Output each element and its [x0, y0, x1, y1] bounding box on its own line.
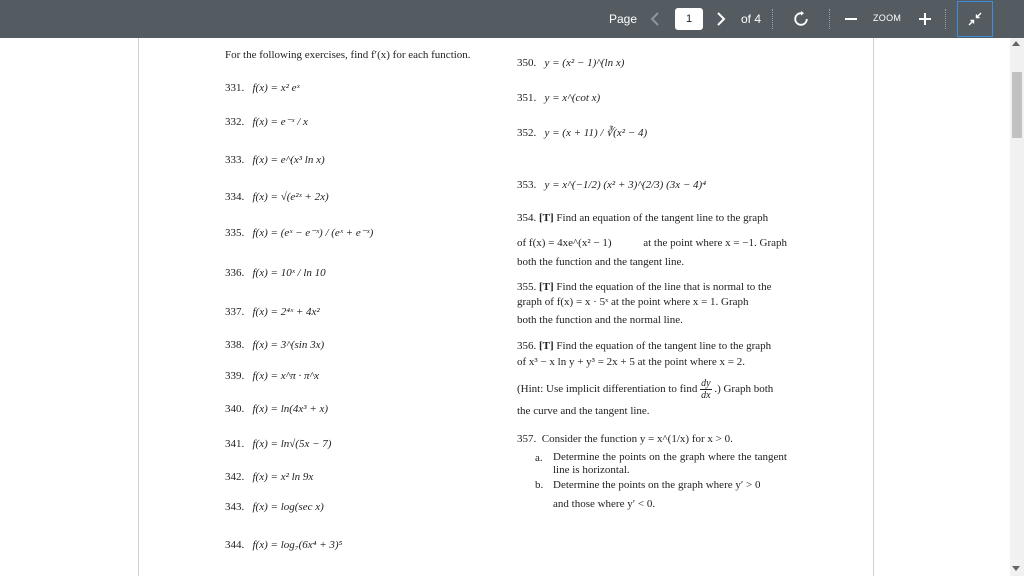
fraction-denominator: dx [701, 390, 711, 401]
exercise-356-line-4: the curve and the tangent line. [517, 405, 650, 417]
exercise-357-b-text-1: Determine the points on the graph where y′ > 0 [553, 479, 761, 491]
exercise-number: 334. [225, 191, 245, 203]
exercise-number: 338. [225, 339, 245, 351]
rotate-icon [793, 11, 809, 27]
exercise-expression: f(x) = 3^(sin 3x) [252, 339, 325, 351]
exercise-333 [225, 153, 325, 167]
exercise-341 [225, 437, 331, 451]
exercise-number: 335. [225, 227, 245, 239]
page-count: of 4 [741, 12, 762, 26]
exercise-356-line-2: of x³ − x ln y + y³ = 2x + 5 at the point where x = 2. [517, 356, 745, 368]
exercise-number: 354. [517, 212, 537, 224]
toolbar-divider [829, 9, 830, 29]
exercise-expression: f(x) = ln√(5x − 7) [252, 438, 332, 450]
exercise-text: Find an equation of the tangent line to the graph [556, 212, 769, 224]
exercise-number: 333. [225, 154, 245, 166]
exercise-number: 342. [225, 471, 245, 483]
exercise-357-b-label: b. [535, 479, 544, 491]
pdf-toolbar [0, 0, 1024, 38]
exercise-350 [517, 56, 624, 70]
toolbar-divider [945, 9, 946, 29]
exercise-expression: y = (x² − 1)^(ln x) [544, 57, 625, 69]
exercise-text: Find the equation of the tangent line to the graph [556, 340, 772, 352]
exercise-expression: f(x) = x² ln 9x [252, 471, 314, 483]
exercise-number: 331. [225, 82, 245, 94]
plus-icon [919, 13, 931, 25]
exercise-number: 351. [517, 92, 537, 104]
exercise-expression: y = (x + 11) / ∛(x² − 4) [544, 127, 648, 139]
exercise-355-line-1 [517, 280, 772, 294]
exercise-339 [225, 369, 319, 383]
exercise-number: 357. [517, 433, 537, 445]
exercise-number: 355. [517, 281, 537, 293]
exercise-338 [225, 338, 324, 352]
exercise-intro: For the following exercises, find f′(x) for each function. [225, 49, 471, 61]
page-number-input[interactable] [675, 8, 703, 30]
chevron-right-icon [716, 12, 726, 26]
scrollbar-thumb[interactable] [1012, 72, 1022, 138]
exercise-expression: f(x) = x² eˣ [252, 82, 300, 94]
exercise-number: 356. [517, 340, 537, 352]
technology-tag: [T] [539, 340, 554, 352]
exercise-342 [225, 470, 313, 484]
exercise-text: (Hint: Use implicit differentiation to find [517, 383, 698, 396]
exercise-number: 339. [225, 370, 245, 382]
exercise-text: Find the equation of the line that is normal to the [556, 281, 772, 293]
exercise-number: 350. [517, 57, 537, 69]
exercise-number: 332. [225, 116, 245, 128]
exercise-351 [517, 91, 600, 105]
exercise-344 [225, 538, 342, 552]
exercise-number: 344. [225, 539, 245, 551]
exercise-text: .) Graph both [714, 383, 774, 396]
scroll-up-arrow-icon[interactable] [1012, 41, 1020, 46]
exercise-expression: f(x) = √(e²ˣ + 2x) [252, 191, 329, 203]
exercise-331 [225, 81, 300, 95]
exercise-357-a-label: a. [535, 452, 543, 464]
exercise-334 [225, 190, 329, 204]
exercise-number: 353. [517, 179, 537, 191]
exercise-number: 337. [225, 306, 245, 318]
exercise-expression: y = x^(−1/2) (x² + 3)^(2/3) (3x − 4)⁴ [544, 179, 707, 191]
exercise-354-line-2 [517, 236, 787, 250]
exercise-expression: f(x) = (eˣ − e⁻ˣ) / (eˣ + e⁻ˣ) [252, 227, 374, 239]
exercise-355-line-3: both the function and the normal line. [517, 314, 683, 326]
scroll-down-arrow-icon[interactable] [1012, 566, 1020, 571]
pdf-page [138, 38, 874, 576]
exercise-355-line-2: graph of f(x) = x · 5ˣ at the point where x = 1. Graph [517, 296, 749, 308]
chevron-left-icon [650, 12, 660, 26]
exercise-354-line-3: both the function and the tangent line. [517, 256, 685, 268]
exercise-expression: f(x) = 10ˣ / ln 10 [252, 267, 326, 279]
prev-page-button[interactable] [646, 7, 664, 31]
zoom-in-button[interactable] [917, 7, 933, 31]
exercise-332 [225, 115, 308, 129]
exercise-expression: f(x) = e^(x³ ln x) [252, 154, 325, 166]
exercise-expression: f(x) = ln(4x³ + x) [252, 403, 329, 415]
exercise-expression: f(x) = log(sec x) [252, 501, 324, 513]
exercise-expression: f(x) = log₇(6x⁴ + 3)⁵ [252, 539, 343, 551]
exercise-number: 336. [225, 267, 245, 279]
exercise-335 [225, 226, 373, 240]
minus-icon [845, 13, 857, 25]
exercise-354-line-1 [517, 211, 768, 225]
exercise-353 [517, 178, 706, 192]
technology-tag: [T] [539, 212, 554, 224]
exercise-expression: y = x^(cot x) [544, 92, 601, 104]
exercise-number: 341. [225, 438, 245, 450]
toolbar-divider [772, 9, 773, 29]
exercise-343 [225, 500, 324, 514]
exercise-number: 352. [517, 127, 537, 139]
zoom-label: ZOOM [873, 13, 902, 23]
exercise-expression: f(x) = e⁻ˣ / x [252, 116, 308, 128]
fraction-numerator: dy [701, 378, 711, 389]
exercise-text: of f(x) = 4xe^(x² − 1) [517, 237, 612, 249]
exercise-357-a-text: Determine the points on the graph where the tangent line is horizontal. [553, 451, 787, 476]
next-page-button[interactable] [712, 7, 730, 31]
exercise-356-line-1 [517, 339, 771, 353]
exercise-text: Consider the function y = x^(1/x) for x > 0. [541, 433, 733, 445]
exercise-352 [517, 126, 647, 140]
exercise-number: 340. [225, 403, 245, 415]
exercise-expression: f(x) = x^π · π^x [252, 370, 320, 382]
derivative-fraction [700, 378, 711, 401]
exercise-text: at the point where x = −1. Graph [643, 237, 787, 249]
rotate-button[interactable] [790, 7, 812, 31]
exit-fullscreen-button[interactable] [957, 1, 993, 37]
exercise-337 [225, 305, 320, 319]
exercise-340 [225, 402, 328, 416]
technology-tag: [T] [539, 281, 554, 293]
exercise-357-b-text-2: and those where y′ < 0. [553, 498, 656, 510]
exit-fullscreen-icon [968, 12, 982, 26]
exercise-expression: f(x) = 2⁴ˣ + 4x² [252, 306, 320, 318]
exercise-357-line-1 [517, 432, 733, 446]
exercise-336 [225, 266, 326, 280]
exercise-number: 343. [225, 501, 245, 513]
exercise-356-line-3 [517, 378, 773, 401]
page-label: Page [609, 12, 638, 26]
zoom-out-button[interactable] [843, 7, 859, 31]
